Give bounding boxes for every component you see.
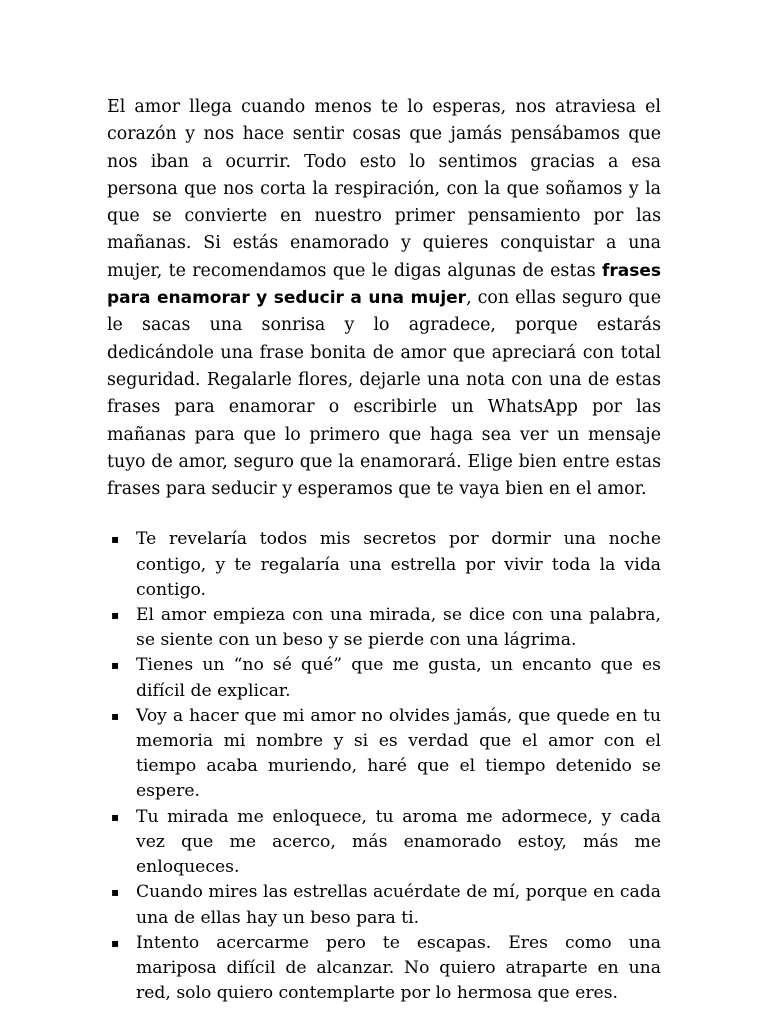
phrase-text: Intento acercarme pero te escapas. Eres como una mariposa difícil de alcanzar. No quiero atraparte en una red, solo quiero contemplarte por lo hermosa que eres. <box>136 932 661 1004</box>
phrase-text: Voy a hacer que mi amor no olvides jamás, que quede en tu memoria mi nombre y si es verdad que el amor con el tiempo acaba muriendo, haré que el tiempo detenido se espere. <box>136 705 661 802</box>
phrase-text: El amor empieza con una mirada, se dice con una palabra, se siente con un beso y se pierde con una lágrima. <box>136 605 661 651</box>
bullet-icon: ▪ <box>111 935 120 950</box>
phrase-text: Cuando mires las estrellas acuérdate de mí, porque en cada una de ellas hay un beso para ti. <box>136 882 661 928</box>
phrase-text: Te revelaría todos mis secretos por dormir una noche contigo, y te regalaría una estrella por vivir toda la vida contigo. <box>136 529 661 600</box>
list-item <box>107 603 661 653</box>
bullet-icon: ▪ <box>111 532 120 547</box>
phrase-list <box>107 527 661 1006</box>
list-item <box>107 527 661 603</box>
list-item <box>107 880 661 930</box>
bullet-icon: ▪ <box>111 608 120 623</box>
document-body <box>107 94 661 1006</box>
list-item <box>107 931 661 1007</box>
intro-bold-phrase: frases para enamorar y seducir a una mujer <box>107 260 661 309</box>
bullet-icon: ▪ <box>111 658 120 673</box>
list-item <box>107 805 661 881</box>
list-item <box>107 653 661 703</box>
bullet-icon: ▪ <box>111 809 120 824</box>
intro-paragraph <box>107 94 661 503</box>
intro-text-end: , con ellas seguro que le sacas una sonrisa y lo agradece, porque estarás dedicándole una frase bonita de amor que apreciará con total seguridad. Regalarle flores, dejarle una nota con una de estas frases para enamorar o escribirle un WhatsApp por las mañanas para que lo primero que haga sea ver un mensaje tuyo de amor, seguro que la enamorará. Elige bien entre estas frases para seducir y esperamos que te vaya bien en el amor. <box>107 288 661 500</box>
phrase-text: Tu mirada me enloquece, tu aroma me adormece, y cada vez que me acerco, más enamorado estoy, más me enloqueces. <box>136 806 661 878</box>
list-item <box>107 704 661 805</box>
phrase-text: Tienes un “no sé qué” que me gusta, un encanto que es difícil de explicar. <box>136 655 661 701</box>
bullet-icon: ▪ <box>111 885 120 900</box>
intro-text-start: El amor llega cuando menos te lo esperas, nos atraviesa el corazón y nos hace sentir cosas que jamás pensábamos que nos iban a ocurrir. Todo esto lo sentimos gracias a esa persona que nos corta la respiración, con la que soñamos y la que se convierte en nuestro primer pensamiento por las mañanas. Si estás enamorado y quieres conquistar a una mujer, te recomendamos que le digas algunas de estas <box>107 97 661 281</box>
bullet-icon: ▪ <box>111 708 120 723</box>
